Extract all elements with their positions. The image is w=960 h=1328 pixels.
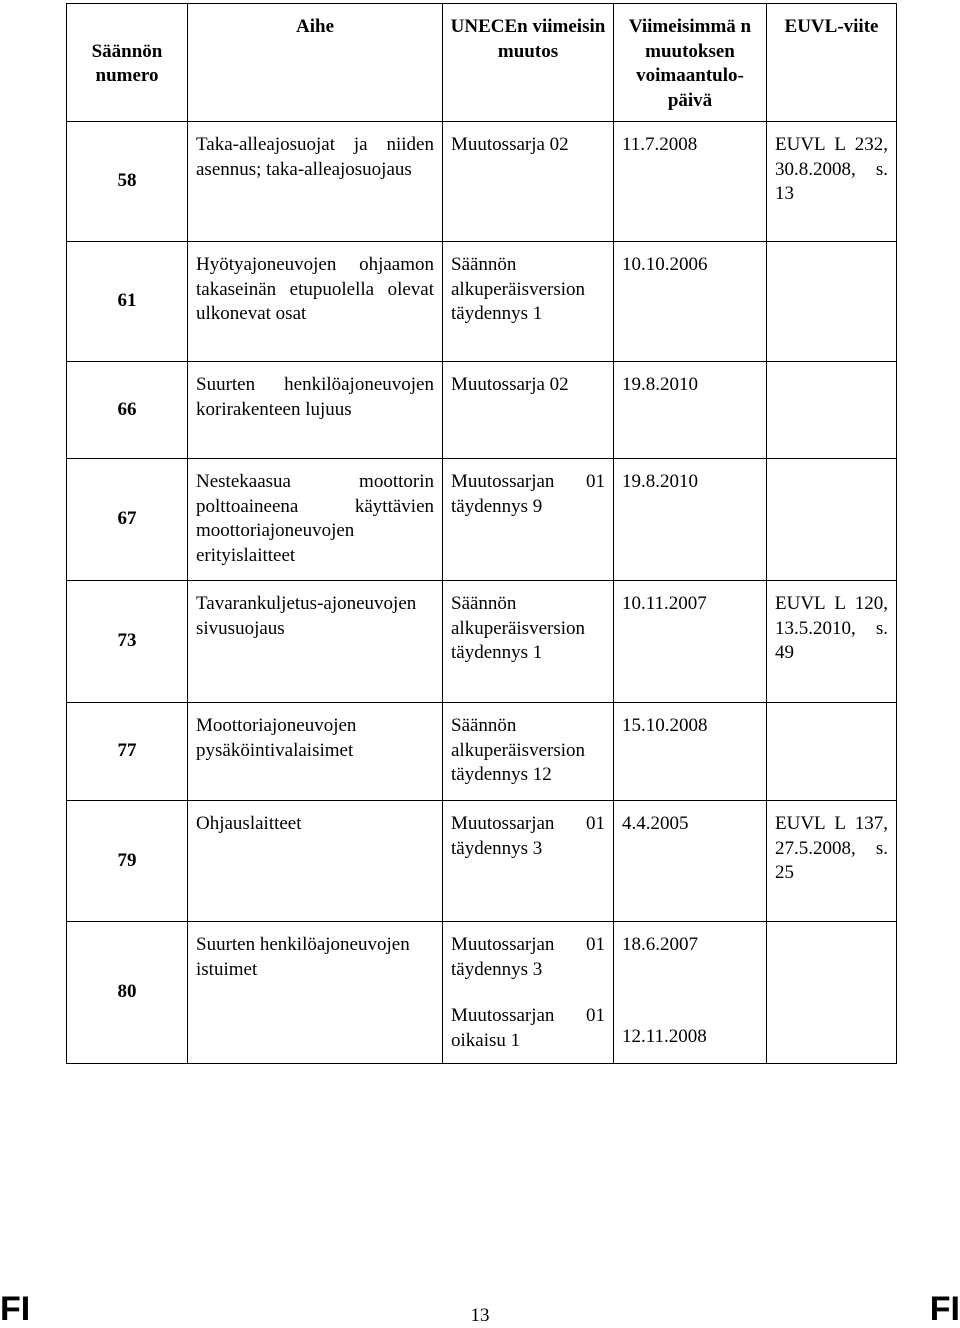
subject-cell: Nestekaasua moottorin polttoaineena käyttävien moottoriajoneuvojen erityislaitteet bbox=[196, 471, 434, 566]
subject-cell: Moottoriajoneuvojen pysäköintivalaisimet bbox=[196, 715, 357, 761]
regulation-number: 73 bbox=[67, 581, 188, 703]
subject-cell: Hyötyajoneuvojen ohjaamon takaseinän etupuolella olevat ulkonevat osat bbox=[196, 254, 434, 324]
footer-left-label: FI bbox=[0, 1290, 31, 1328]
table-row bbox=[67, 801, 897, 922]
eu-ref-cell: EUVL L 137, 27.5.2008, s. 25 bbox=[775, 813, 888, 883]
date-cell: 10.10.2006 bbox=[622, 254, 708, 275]
date-cell: 4.4.2005 bbox=[622, 813, 689, 834]
table-row bbox=[67, 122, 897, 242]
eu-ref-cell bbox=[767, 242, 896, 263]
regulation-number: 66 bbox=[67, 362, 188, 459]
subject-cell: Ohjauslaitteet bbox=[196, 813, 302, 834]
date-cell: 10.11.2007 bbox=[622, 593, 707, 614]
header-eu-ref: EUVL-viite bbox=[767, 4, 897, 122]
regulation-number: 80 bbox=[67, 922, 188, 1064]
date-cell: 18.6.2007 bbox=[622, 934, 698, 955]
unece-cell: Muutossarja 02 bbox=[451, 134, 569, 155]
header-date: Viimeisimmä n muutoksen voimaantulo-päivä bbox=[614, 4, 767, 122]
date-cell: 15.10.2008 bbox=[622, 715, 708, 736]
unece-cell: Säännön alkuperäisversion täydennys 1 bbox=[451, 593, 586, 663]
eu-ref-cell bbox=[767, 922, 896, 943]
page-number: 13 bbox=[470, 1305, 490, 1326]
unece-cell: Muutossarjan 01 täydennys 3 bbox=[451, 813, 605, 859]
eu-ref-cell bbox=[767, 459, 896, 480]
header-unece: UNECEn viimeisin muutos bbox=[443, 4, 614, 122]
subject-cell: Taka-alleajosuojat ja niiden asennus; taka-alleajosuojaus bbox=[196, 134, 434, 180]
regulation-number: 79 bbox=[67, 801, 188, 922]
table-row bbox=[67, 581, 897, 703]
table-row bbox=[67, 242, 897, 362]
subject-cell: Suurten henkilöajoneuvojen istuimet bbox=[196, 934, 410, 980]
table-row bbox=[67, 922, 897, 1064]
header-number: Säännön numero bbox=[67, 4, 188, 122]
subject-cell: Tavarankuljetus-ajoneuvojen sivusuojaus bbox=[196, 593, 417, 639]
eu-ref-cell bbox=[767, 362, 896, 383]
table-row bbox=[67, 362, 897, 459]
subject-cell: Suurten henkilöajoneuvojen korirakenteen lujuus bbox=[196, 374, 434, 420]
regulation-number: 77 bbox=[67, 703, 188, 801]
table-row bbox=[67, 459, 897, 581]
regulations-table bbox=[66, 3, 897, 1064]
footer-right-label: FI bbox=[929, 1290, 960, 1328]
eu-ref-cell: EUVL L 232, 30.8.2008, s. 13 bbox=[775, 134, 888, 204]
regulation-number: 61 bbox=[67, 242, 188, 362]
header-row bbox=[67, 4, 897, 122]
date-cell-second: 12.11.2008 bbox=[622, 1025, 707, 1047]
regulation-number: 67 bbox=[67, 459, 188, 581]
unece-cell: Muutossarja 02 bbox=[451, 374, 569, 395]
eu-ref-cell: EUVL L 120, 13.5.2010, s. 49 bbox=[775, 593, 888, 663]
date-cell: 19.8.2010 bbox=[622, 374, 698, 395]
date-cell: 11.7.2008 bbox=[622, 134, 698, 155]
date-cell: 19.8.2010 bbox=[622, 471, 698, 492]
unece-cell: Säännön alkuperäisversion täydennys 12 bbox=[451, 715, 586, 785]
regulation-number: 58 bbox=[67, 122, 188, 242]
eu-ref-cell bbox=[767, 703, 896, 724]
unece-cell-second: Muutossarjan 01 oikaisu 1 bbox=[451, 1005, 605, 1051]
unece-cell: Säännön alkuperäisversion täydennys 1 bbox=[451, 254, 586, 324]
unece-cell: Muutossarjan 01 täydennys 3 bbox=[451, 934, 605, 980]
header-subject: Aihe bbox=[188, 4, 443, 122]
table-row bbox=[67, 703, 897, 801]
unece-cell: Muutossarjan 01 täydennys 9 bbox=[451, 471, 605, 517]
